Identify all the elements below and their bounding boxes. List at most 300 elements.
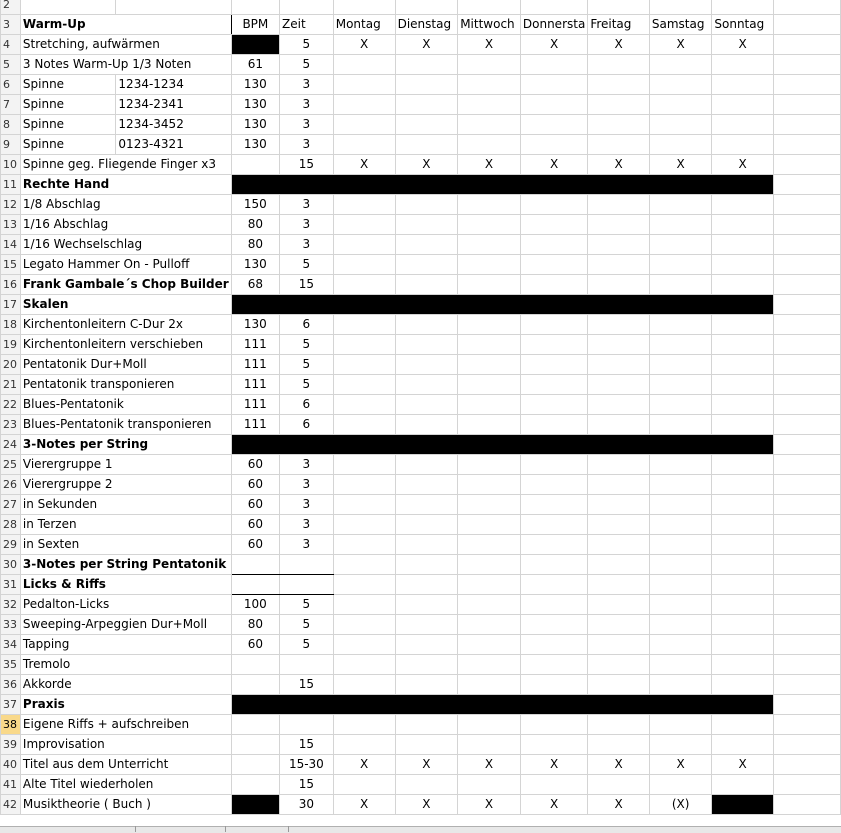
day-cell-mittwoch[interactable] (458, 395, 521, 415)
empty-cell[interactable] (773, 615, 840, 635)
zeit-cell[interactable]: 5 (280, 355, 334, 375)
day-cell-donnerstag[interactable]: X (520, 35, 587, 55)
day-cell-samstag[interactable] (649, 315, 712, 335)
day-cell-sonntag[interactable] (712, 555, 773, 575)
day-cell-montag[interactable] (333, 735, 395, 755)
day-cell-freitag[interactable] (588, 575, 650, 595)
day-cell-sonntag[interactable] (712, 315, 773, 335)
day-cell-montag[interactable] (333, 215, 395, 235)
row-number[interactable]: 19 (1, 335, 21, 355)
zeit-cell[interactable] (280, 575, 334, 595)
exercise-pattern[interactable]: 1234-3452 (116, 115, 231, 135)
day-cell-samstag[interactable] (649, 555, 712, 575)
day-cell-dienstag[interactable] (395, 515, 458, 535)
empty-cell[interactable] (773, 155, 840, 175)
day-cell-samstag[interactable]: X (649, 755, 712, 775)
day-cell-mittwoch[interactable] (458, 195, 521, 215)
row-number[interactable]: 31 (1, 575, 21, 595)
day-cell-dienstag[interactable] (395, 715, 458, 735)
day-cell-donnerstag[interactable] (520, 335, 587, 355)
zeit-cell[interactable]: 3 (280, 135, 334, 155)
section-title[interactable]: Skalen (20, 295, 231, 315)
zeit-cell[interactable]: 6 (280, 315, 334, 335)
day-cell-samstag[interactable] (649, 115, 712, 135)
day-cell-sonntag[interactable] (712, 475, 773, 495)
empty-cell[interactable] (773, 15, 840, 35)
day-header-dienstag[interactable]: Dienstag (395, 15, 458, 35)
bpm-cell[interactable]: 80 (231, 615, 279, 635)
day-cell-dienstag[interactable] (395, 455, 458, 475)
row-number[interactable]: 41 (1, 775, 21, 795)
day-header-sonntag[interactable]: Sonntag (712, 15, 773, 35)
section-bar[interactable] (231, 435, 773, 455)
day-cell-freitag[interactable] (588, 415, 650, 435)
day-cell-freitag[interactable] (588, 455, 650, 475)
day-cell-freitag[interactable] (588, 495, 650, 515)
empty-cell[interactable] (773, 255, 840, 275)
day-cell-montag[interactable]: X (333, 755, 395, 775)
day-cell-dienstag[interactable] (395, 355, 458, 375)
day-cell-sonntag[interactable]: X (712, 35, 773, 55)
day-cell-freitag[interactable] (588, 315, 650, 335)
zeit-cell[interactable]: 15-30 (280, 755, 334, 775)
day-cell-samstag[interactable] (649, 395, 712, 415)
day-cell-freitag[interactable] (588, 395, 650, 415)
zeit-cell[interactable]: 30 (280, 795, 334, 815)
day-cell-sonntag[interactable] (712, 235, 773, 255)
day-cell-freitag[interactable] (588, 535, 650, 555)
day-cell-samstag[interactable] (649, 55, 712, 75)
day-cell-sonntag[interactable] (712, 395, 773, 415)
day-cell-mittwoch[interactable] (458, 715, 521, 735)
empty-cell[interactable] (773, 395, 840, 415)
day-cell-samstag[interactable] (649, 515, 712, 535)
day-cell-montag[interactable] (333, 195, 395, 215)
exercise-label[interactable]: Alte Titel wiederholen (20, 775, 231, 795)
day-cell-mittwoch[interactable] (458, 215, 521, 235)
zeit-cell[interactable]: 15 (280, 155, 334, 175)
day-cell-montag[interactable]: X (333, 155, 395, 175)
bpm-cell[interactable]: 61 (231, 55, 279, 75)
day-cell-montag[interactable] (333, 115, 395, 135)
day-cell-dienstag[interactable] (395, 415, 458, 435)
bpm-cell[interactable]: 60 (231, 535, 279, 555)
day-cell-montag[interactable] (333, 355, 395, 375)
empty-cell[interactable] (773, 295, 840, 315)
bpm-cell[interactable]: 111 (231, 375, 279, 395)
day-cell-samstag[interactable] (649, 655, 712, 675)
day-cell-donnerstag[interactable] (520, 275, 587, 295)
row-number[interactable]: 38 (1, 715, 21, 735)
day-cell-freitag[interactable] (588, 55, 650, 75)
day-cell-sonntag[interactable] (712, 355, 773, 375)
row-number[interactable]: 9 (1, 135, 21, 155)
day-cell-dienstag[interactable] (395, 475, 458, 495)
day-cell-donnerstag[interactable] (520, 495, 587, 515)
day-cell-sonntag[interactable] (712, 515, 773, 535)
day-cell-mittwoch[interactable] (458, 635, 521, 655)
day-cell-donnerstag[interactable] (520, 195, 587, 215)
day-cell-sonntag[interactable]: X (712, 755, 773, 775)
day-cell-mittwoch[interactable] (458, 495, 521, 515)
day-cell-sonntag[interactable] (712, 335, 773, 355)
row-number[interactable]: 23 (1, 415, 21, 435)
day-cell-sonntag[interactable] (712, 55, 773, 75)
exercise-pattern[interactable]: 1234-2341 (116, 95, 231, 115)
day-cell-montag[interactable] (333, 315, 395, 335)
day-cell-dienstag[interactable] (395, 675, 458, 695)
day-cell-dienstag[interactable] (395, 395, 458, 415)
day-cell-sonntag[interactable] (712, 95, 773, 115)
row-number[interactable]: 22 (1, 395, 21, 415)
day-cell-donnerstag[interactable]: X (520, 795, 587, 815)
zeit-cell[interactable]: 5 (280, 635, 334, 655)
day-cell-montag[interactable] (333, 775, 395, 795)
day-cell-montag[interactable]: X (333, 35, 395, 55)
day-cell-dienstag[interactable]: X (395, 155, 458, 175)
day-cell-samstag[interactable] (649, 495, 712, 515)
exercise-pattern[interactable]: 1234-1234 (116, 75, 231, 95)
day-cell-montag[interactable] (333, 715, 395, 735)
day-cell-samstag[interactable] (649, 235, 712, 255)
day-cell-mittwoch[interactable]: X (458, 795, 521, 815)
row-number[interactable]: 16 (1, 275, 21, 295)
day-cell-sonntag[interactable] (712, 575, 773, 595)
day-cell-donnerstag[interactable] (520, 215, 587, 235)
day-cell-mittwoch[interactable] (458, 535, 521, 555)
day-cell-donnerstag[interactable] (520, 715, 587, 735)
day-cell-mittwoch[interactable] (458, 555, 521, 575)
day-cell-sonntag[interactable] (712, 595, 773, 615)
row-number[interactable]: 35 (1, 655, 21, 675)
day-cell-mittwoch[interactable] (458, 375, 521, 395)
day-cell-dienstag[interactable] (395, 735, 458, 755)
day-cell-samstag[interactable] (649, 95, 712, 115)
bpm-cell[interactable] (231, 655, 279, 675)
empty-cell[interactable] (280, 0, 334, 15)
day-cell-freitag[interactable] (588, 515, 650, 535)
empty-cell[interactable] (649, 0, 712, 15)
zeit-cell[interactable]: 15 (280, 675, 334, 695)
bpm-cell[interactable]: 130 (231, 115, 279, 135)
zeit-cell[interactable]: 6 (280, 415, 334, 435)
empty-cell[interactable] (333, 0, 395, 15)
section-title[interactable]: 3-Notes per String (20, 435, 231, 455)
row-number[interactable]: 11 (1, 175, 21, 195)
day-cell-sonntag[interactable] (712, 635, 773, 655)
empty-cell[interactable] (588, 0, 650, 15)
day-cell-donnerstag[interactable] (520, 595, 587, 615)
empty-cell[interactable] (773, 175, 840, 195)
section-bar[interactable] (231, 175, 773, 195)
empty-cell[interactable] (773, 335, 840, 355)
exercise-label[interactable]: Spinne (20, 95, 116, 115)
day-cell-donnerstag[interactable] (520, 775, 587, 795)
day-cell-samstag[interactable] (649, 275, 712, 295)
day-cell-donnerstag[interactable] (520, 115, 587, 135)
day-cell-samstag[interactable] (649, 375, 712, 395)
empty-cell[interactable] (458, 0, 521, 15)
exercise-pattern[interactable]: 0123-4321 (116, 135, 231, 155)
day-cell-donnerstag[interactable]: X (520, 755, 587, 775)
zeit-cell[interactable]: 3 (280, 115, 334, 135)
day-cell-freitag[interactable] (588, 255, 650, 275)
day-cell-montag[interactable] (333, 475, 395, 495)
row-number[interactable]: 6 (1, 75, 21, 95)
day-cell-dienstag[interactable] (395, 615, 458, 635)
empty-cell[interactable] (712, 0, 773, 15)
day-cell-freitag[interactable] (588, 735, 650, 755)
day-cell-freitag[interactable] (588, 655, 650, 675)
zeit-cell[interactable]: 5 (280, 55, 334, 75)
day-cell-sonntag[interactable] (712, 775, 773, 795)
row-number[interactable]: 21 (1, 375, 21, 395)
bpm-cell[interactable]: 130 (231, 255, 279, 275)
day-cell-dienstag[interactable] (395, 55, 458, 75)
day-cell-samstag[interactable] (649, 455, 712, 475)
day-cell-mittwoch[interactable] (458, 575, 521, 595)
day-cell-samstag[interactable] (649, 535, 712, 555)
empty-cell[interactable] (773, 495, 840, 515)
day-cell-dienstag[interactable] (395, 215, 458, 235)
day-cell-freitag[interactable]: X (588, 755, 650, 775)
exercise-label[interactable]: 1/16 Wechselschlag (20, 235, 231, 255)
day-cell-sonntag[interactable] (712, 255, 773, 275)
empty-cell[interactable] (773, 595, 840, 615)
row-number[interactable]: 37 (1, 695, 21, 715)
zeit-cell[interactable]: 3 (280, 95, 334, 115)
day-cell-samstag[interactable] (649, 415, 712, 435)
zeit-cell[interactable]: 3 (280, 235, 334, 255)
row-number[interactable]: 10 (1, 155, 21, 175)
day-cell-donnerstag[interactable] (520, 255, 587, 275)
day-cell-montag[interactable] (333, 415, 395, 435)
day-cell-donnerstag[interactable] (520, 575, 587, 595)
day-cell-montag[interactable] (333, 235, 395, 255)
empty-cell[interactable] (773, 315, 840, 335)
empty-cell[interactable] (395, 0, 458, 15)
day-cell-donnerstag[interactable] (520, 415, 587, 435)
empty-cell[interactable] (773, 455, 840, 475)
exercise-label[interactable]: Licks & Riffs (20, 575, 231, 595)
row-number[interactable]: 33 (1, 615, 21, 635)
day-cell-samstag[interactable] (649, 335, 712, 355)
bpm-cell[interactable] (231, 35, 279, 55)
row-number[interactable]: 20 (1, 355, 21, 375)
day-cell-donnerstag[interactable] (520, 315, 587, 335)
day-cell-samstag[interactable] (649, 735, 712, 755)
exercise-label[interactable]: Spinne geg. Fliegende Finger x3 (20, 155, 231, 175)
bpm-cell[interactable]: 130 (231, 95, 279, 115)
empty-cell[interactable] (773, 215, 840, 235)
empty-cell[interactable] (773, 555, 840, 575)
empty-cell[interactable] (773, 375, 840, 395)
day-cell-freitag[interactable] (588, 215, 650, 235)
day-cell-montag[interactable] (333, 55, 395, 75)
day-cell-sonntag[interactable] (712, 495, 773, 515)
day-cell-dienstag[interactable]: X (395, 795, 458, 815)
bpm-cell[interactable]: 111 (231, 415, 279, 435)
day-cell-dienstag[interactable]: X (395, 755, 458, 775)
day-cell-dienstag[interactable] (395, 535, 458, 555)
section-bar[interactable] (231, 695, 773, 715)
empty-cell[interactable] (773, 115, 840, 135)
day-cell-montag[interactable] (333, 495, 395, 515)
empty-cell[interactable] (773, 515, 840, 535)
empty-cell[interactable] (773, 695, 840, 715)
row-number[interactable]: 13 (1, 215, 21, 235)
day-cell-freitag[interactable] (588, 275, 650, 295)
zeit-cell[interactable]: 5 (280, 615, 334, 635)
day-cell-montag[interactable] (333, 635, 395, 655)
day-cell-freitag[interactable] (588, 135, 650, 155)
empty-cell[interactable] (773, 135, 840, 155)
row-number[interactable]: 34 (1, 635, 21, 655)
day-cell-samstag[interactable] (649, 675, 712, 695)
day-cell-donnerstag[interactable] (520, 735, 587, 755)
day-cell-freitag[interactable] (588, 355, 650, 375)
day-cell-samstag[interactable] (649, 75, 712, 95)
day-cell-mittwoch[interactable] (458, 95, 521, 115)
day-cell-montag[interactable] (333, 395, 395, 415)
day-cell-montag[interactable] (333, 615, 395, 635)
exercise-label[interactable]: Titel aus dem Unterricht (20, 755, 231, 775)
day-cell-mittwoch[interactable]: X (458, 755, 521, 775)
day-cell-samstag[interactable] (649, 135, 712, 155)
day-cell-donnerstag[interactable] (520, 655, 587, 675)
day-cell-dienstag[interactable] (395, 235, 458, 255)
row-number[interactable]: 3 (1, 15, 21, 35)
bpm-cell[interactable] (231, 735, 279, 755)
empty-cell[interactable] (773, 355, 840, 375)
day-cell-donnerstag[interactable] (520, 675, 587, 695)
day-cell-mittwoch[interactable] (458, 315, 521, 335)
day-cell-donnerstag[interactable] (520, 615, 587, 635)
zeit-cell[interactable]: 15 (280, 275, 334, 295)
day-cell-freitag[interactable] (588, 675, 650, 695)
day-cell-mittwoch[interactable] (458, 735, 521, 755)
day-cell-samstag[interactable] (649, 775, 712, 795)
zeit-cell[interactable] (280, 655, 334, 675)
zeit-cell[interactable]: 3 (280, 535, 334, 555)
section-title-warmup[interactable]: Warm-Up (20, 15, 231, 35)
bpm-cell[interactable]: 130 (231, 75, 279, 95)
bpm-cell[interactable]: 60 (231, 495, 279, 515)
row-number[interactable]: 27 (1, 495, 21, 515)
day-cell-dienstag[interactable] (395, 495, 458, 515)
section-title[interactable]: Praxis (20, 695, 231, 715)
row-number[interactable]: 14 (1, 235, 21, 255)
zeit-cell[interactable]: 5 (280, 255, 334, 275)
exercise-label[interactable]: Akkorde (20, 675, 231, 695)
empty-cell[interactable] (773, 415, 840, 435)
day-cell-donnerstag[interactable] (520, 515, 587, 535)
day-cell-montag[interactable] (333, 135, 395, 155)
day-cell-mittwoch[interactable] (458, 615, 521, 635)
exercise-label[interactable]: Blues-Pentatonik transponieren (20, 415, 231, 435)
day-cell-dienstag[interactable] (395, 635, 458, 655)
bpm-cell[interactable]: 68 (231, 275, 279, 295)
bpm-cell[interactable]: 150 (231, 195, 279, 215)
day-cell-sonntag[interactable] (712, 275, 773, 295)
bpm-cell[interactable]: 111 (231, 335, 279, 355)
row-number[interactable]: 17 (1, 295, 21, 315)
exercise-label[interactable]: Tapping (20, 635, 231, 655)
exercise-label[interactable]: Kirchentonleitern verschieben (20, 335, 231, 355)
row-number[interactable]: 4 (1, 35, 21, 55)
day-cell-sonntag[interactable] (712, 375, 773, 395)
day-cell-mittwoch[interactable] (458, 455, 521, 475)
day-cell-montag[interactable] (333, 95, 395, 115)
day-cell-freitag[interactable] (588, 235, 650, 255)
bpm-cell[interactable] (231, 715, 279, 735)
empty-cell[interactable] (116, 0, 231, 15)
day-cell-samstag[interactable] (649, 475, 712, 495)
day-cell-mittwoch[interactable] (458, 775, 521, 795)
exercise-label[interactable]: Eigene Riffs + aufschreiben (20, 715, 231, 735)
day-cell-dienstag[interactable] (395, 595, 458, 615)
day-cell-dienstag[interactable] (395, 575, 458, 595)
day-cell-donnerstag[interactable] (520, 535, 587, 555)
empty-cell[interactable] (773, 755, 840, 775)
bpm-cell[interactable]: 130 (231, 135, 279, 155)
row-number[interactable]: 30 (1, 555, 21, 575)
day-header-samstag[interactable]: Samstag (649, 15, 712, 35)
day-cell-dienstag[interactable] (395, 75, 458, 95)
bpm-cell[interactable] (231, 775, 279, 795)
row-number[interactable]: 29 (1, 535, 21, 555)
empty-cell[interactable] (20, 0, 116, 15)
day-cell-dienstag[interactable] (395, 195, 458, 215)
day-cell-mittwoch[interactable] (458, 655, 521, 675)
row-number[interactable]: 18 (1, 315, 21, 335)
row-number[interactable]: 7 (1, 95, 21, 115)
day-cell-dienstag[interactable] (395, 115, 458, 135)
row-number[interactable]: 5 (1, 55, 21, 75)
exercise-label[interactable]: in Sekunden (20, 495, 231, 515)
day-cell-mittwoch[interactable] (458, 335, 521, 355)
empty-cell[interactable] (773, 775, 840, 795)
day-cell-samstag[interactable] (649, 715, 712, 735)
day-cell-mittwoch[interactable] (458, 675, 521, 695)
exercise-label[interactable]: Tremolo (20, 655, 231, 675)
zeit-cell[interactable]: 3 (280, 515, 334, 535)
exercise-label[interactable]: 3 Notes Warm-Up 1/3 Noten (20, 55, 231, 75)
exercise-label[interactable]: Legato Hammer On - Pulloff (20, 255, 231, 275)
empty-cell[interactable] (773, 95, 840, 115)
exercise-label[interactable]: Spinne (20, 135, 116, 155)
exercise-label[interactable]: Improvisation (20, 735, 231, 755)
bpm-cell[interactable]: 60 (231, 515, 279, 535)
day-cell-donnerstag[interactable] (520, 55, 587, 75)
empty-cell[interactable] (773, 0, 840, 15)
day-cell-donnerstag[interactable] (520, 75, 587, 95)
day-cell-mittwoch[interactable] (458, 415, 521, 435)
day-cell-freitag[interactable] (588, 115, 650, 135)
bpm-cell[interactable]: 80 (231, 235, 279, 255)
day-cell-sonntag[interactable]: X (712, 155, 773, 175)
row-number[interactable]: 26 (1, 475, 21, 495)
day-cell-freitag[interactable]: X (588, 35, 650, 55)
day-cell-donnerstag[interactable] (520, 95, 587, 115)
row-number[interactable]: 32 (1, 595, 21, 615)
empty-cell[interactable] (773, 635, 840, 655)
exercise-label[interactable]: Frank Gambale´s Chop Builder (20, 275, 231, 295)
exercise-label[interactable]: Spinne (20, 75, 116, 95)
empty-cell[interactable] (773, 675, 840, 695)
day-cell-freitag[interactable] (588, 475, 650, 495)
day-cell-samstag[interactable]: X (649, 155, 712, 175)
